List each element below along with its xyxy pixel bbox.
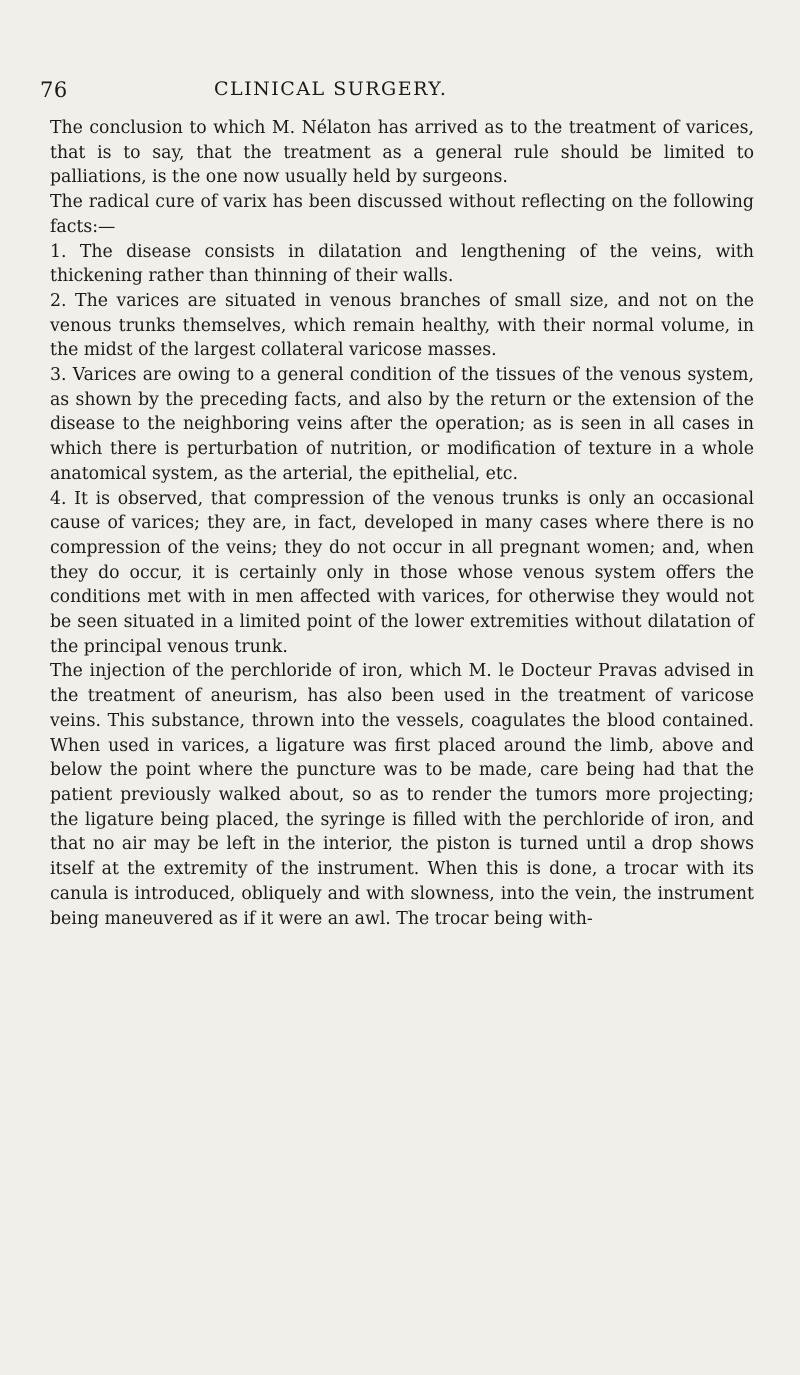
paragraph-perchloride: The injection of the perchloride of iron, which M. le Docteur Pravas advised in the treatment of aneurism, has also been used in the treatment of varicose veins. This substance, thrown into the vessels, coagulates the blood contained. When used in varices, a ligature was first placed around the limb, above and below the point where the puncture was to be made, care being had that the patient previously walked about, so as to render the tumors more projecting; the ligature being placed, the syringe is filled with the perchloride of iron, and that no air may be left in the interior, the piston is turned until a drop shows itself at the extremity of the instrument. When this is done, a trocar with its canula is introduced, obliquely and with slowness, into the vein, the instrument being maneuvered as if it were an awl. The trocar being with- (50, 661, 754, 929)
paragraph-fact-4: 4. It is observed, that compression of the venous trunks is only an occasional cause of varices; they are, in fact, developed in many cases where there is no compression of the veins; they do not occur in all pregnant women; and, when they do occur, it is certainly only in those whose venous system offers the conditions met with in men affected with varices, for otherwise they would not be seen situated in a limited point of the lower extremities without dilatation of the principal venous trunk. (50, 488, 754, 657)
body-text (50, 116, 754, 931)
paragraph-radical-cure: The radical cure of varix has been discussed without reflecting on the following facts:— (50, 192, 754, 237)
paragraph-fact-2: 2. The varices are situated in venous branches of small size, and not on the venous trunks themselves, which remain healthy, with their normal volume, in the midst of the largest collateral varicose masses. (50, 290, 754, 361)
running-head: CLINICAL SURGERY. (214, 78, 448, 100)
paragraph-fact-1: 1. The disease consists in dilatation and lengthening of the veins, with thickening rather than thinning of their walls. (50, 241, 754, 287)
paragraph-fact-3: 3. Varices are owing to a general condition of the tissues of the venous system, as shown by the preceding facts, and also by the return or the extension of the disease to the neighboring veins after the operation; as is seen in all cases in which there is perturbation of nutrition, or modification of texture in a whole anatomical system, as the arterial, the epithelial, etc. (50, 365, 754, 484)
page-header (40, 78, 760, 108)
page-number: 76 (40, 78, 68, 102)
paragraph-intro: The conclusion to which M. Nélaton has arrived as to the treatment of varices, that is to say, that the treatment as a general rule should be limited to palliations, is the one now usually held by surgeons. (50, 118, 754, 188)
